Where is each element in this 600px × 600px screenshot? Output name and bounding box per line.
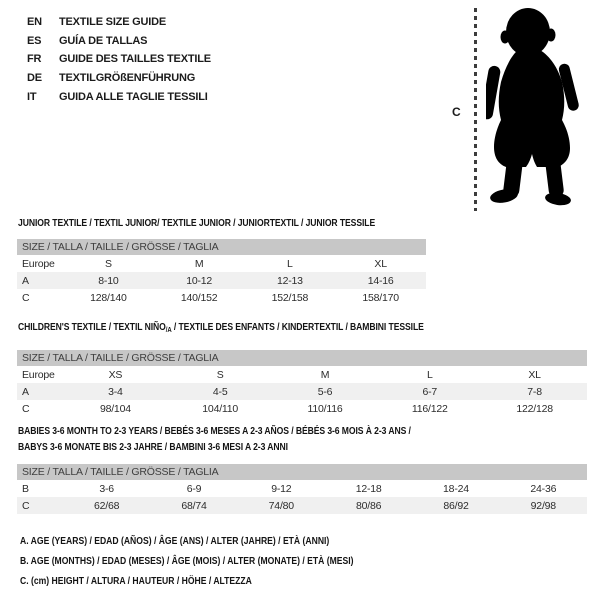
cell: L [287,257,293,270]
row-label: C [22,291,30,304]
cell: 140/152 [180,291,218,304]
cell: 128/140 [90,291,127,304]
guide-title-es: GUÍA DE TALLAS [59,34,148,47]
size-header-label: SIZE / TALLA / TAILLE / GRÖSSE / TAGLIA [17,239,426,255]
size-header-label: SIZE / TALLA / TAILLE / GRÖSSE / TAGLIA [17,350,587,366]
height-measure-dashed-line [474,8,477,211]
language-row-de [27,69,211,88]
cell: 5-6 [273,383,378,400]
cell: M [320,368,330,381]
cell: S [216,368,224,381]
row-label: Europe [22,257,55,270]
cell: 18-24 [443,482,469,495]
language-code: IT [27,90,37,103]
cell: XL [374,257,387,270]
babies-size-table [17,464,587,514]
cell: 12-13 [245,272,336,289]
size-header-bar [17,464,587,480]
cell: 9-12 [271,482,292,495]
cell: 92/98 [500,497,587,514]
cell: 122/128 [516,402,553,415]
title-subscript: /A [165,327,172,334]
cell: L [426,368,433,381]
cell: 12-18 [355,482,382,495]
cell: 4-5 [168,383,273,400]
cell: 74/80 [238,497,325,514]
children-size-table [17,350,587,417]
language-row-es [27,32,211,51]
cell: 14-16 [335,272,426,289]
cell: 158/170 [362,291,399,304]
cell: 6-7 [377,383,482,400]
language-title-list [27,13,211,106]
row-label: B [22,482,29,495]
language-code: DE [27,72,42,85]
cell: 86/92 [412,497,499,514]
footnote-legend [20,536,408,596]
row-label: A [17,272,63,289]
row-label: A [17,383,63,400]
size-header-bar [17,350,587,366]
cell: 98/104 [99,402,131,415]
cell: 104/110 [202,402,239,415]
footnote-a: A. AGE (YEARS) / EDAD (AÑOS) / ÂGE (ANS) / ALTER (JAHRE) / ETÀ (ANNI) [20,536,330,547]
cell: 7-8 [482,383,587,400]
cell: XL [528,368,541,381]
guide-title-en: TEXTILE SIZE GUIDE [59,16,167,29]
footnote-b: B. AGE (MONTHS) / EDAD (MESES) / ÂGE (MOIS) / ALTER (MONATE) / ETÀ (MESI) [20,556,354,567]
language-code: ES [27,34,42,47]
cell: M [194,257,204,270]
cell: 152/158 [271,291,309,304]
size-header-label: SIZE / TALLA / TAILLE / GRÖSSE / TAGLIA [17,464,587,480]
cell: 3-4 [63,383,168,400]
cell: 116/122 [411,402,448,415]
table-row [17,383,587,400]
size-header-bar [17,239,426,255]
guide-title-fr: GUIDE DES TAILLES TEXTILE [59,53,211,66]
language-code: FR [27,53,42,66]
height-measure-label-c: C [452,105,461,119]
cell: 110/116 [307,402,343,415]
babies-section-title: BABIES 3-6 MONTH TO 2-3 YEARS / BEBÉS 3-6 MESES A 2-3 AÑOS / BÉBÉS 3-6 MOIS À 2-3 ANS / BABYS 3-6 MONATE BIS 2-3 JAHRE / BAMBINI 3-6 MESI A 2-3 ANNI [18,426,411,453]
cell: 8-10 [63,272,154,289]
cell: 80/86 [325,497,412,514]
cell: XS [108,368,123,381]
cell: 24-36 [530,482,557,495]
table-row [17,272,426,289]
table-row [17,255,426,272]
row-label: C [17,497,63,514]
cell: S [104,257,112,270]
junior-size-table [17,239,426,306]
table-row [17,400,587,417]
table-row [17,480,587,497]
language-row-it [27,87,211,106]
table-row [17,289,426,306]
toddler-silhouette-icon [486,8,582,206]
footnote-c: C. (cm) HEIGHT / ALTURA / HAUTEUR / HÖHE / ALTEZZA [20,576,252,587]
junior-section-title: JUNIOR TEXTILE / TEXTIL JUNIOR/ TEXTILE JUNIOR / JUNIORTEXTIL / JUNIOR TESSILE [18,218,376,229]
cell: 3-6 [99,482,114,495]
guide-title-it: GUIDA ALLE TAGLIE TESSILI [59,90,208,103]
cell: 62/68 [63,497,150,514]
cell: 10-12 [154,272,245,289]
row-label: Europe [22,368,55,381]
row-label: C [22,402,30,415]
language-row-en [27,13,211,32]
guide-title-de: TEXTILGRÖßENFÜHRUNG [59,72,196,85]
language-code: EN [27,16,42,29]
language-row-fr [27,50,211,69]
table-row [17,366,587,383]
cell: 68/74 [150,497,237,514]
cell: 6-9 [186,482,202,495]
children-section-title: CHILDREN'S TEXTILE / TEXTIL $NIÑO_{/A}$ / TEXTILE DES ENFANTS / KINDERTEXTIL / BAMBINI TESSILE [18,322,424,334]
table-row [17,497,587,514]
